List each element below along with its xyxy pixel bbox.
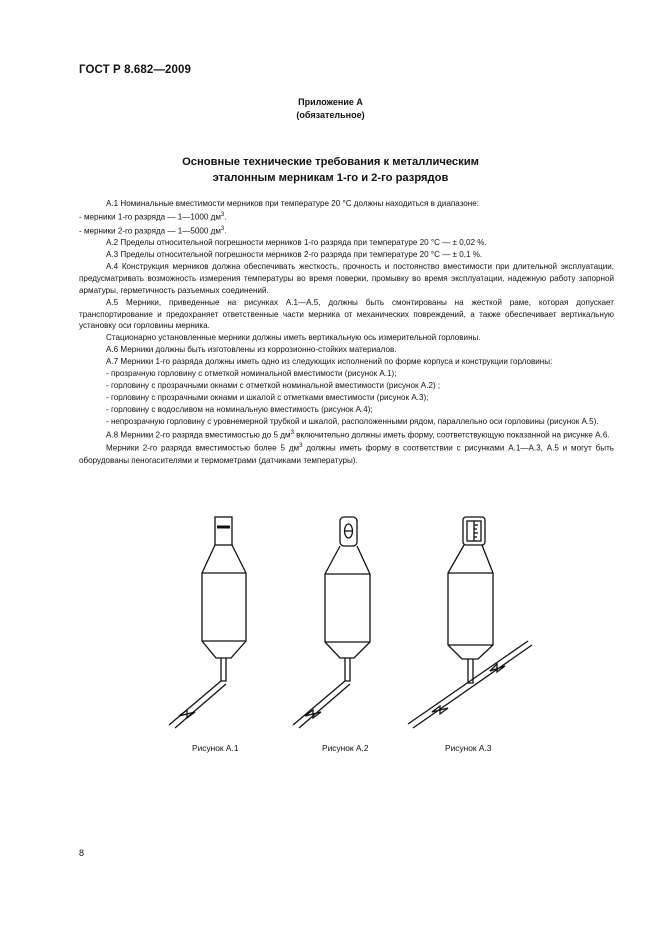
figure-a2-caption: Рисунок А.2 xyxy=(322,743,369,753)
paragraph-a8: А.8 Мерники 2-го разряда вместимостью до 5 $дм^3$ включительно должны иметь форму, соответствующую показанной на рисунке А.6. xyxy=(106,429,610,440)
page-number: 8 xyxy=(79,848,85,858)
paragraph-a8b: Мерники 2-го разряда вместимостью более 5 $дм^3$ должны иметь форму в соответствии с рисунками А.1—А.3, А.5 и могут быть оборудованы пеногасителями и термометрами (датчиками температуры). xyxy=(79,443,614,465)
appendix-status: (обязательное) xyxy=(296,110,365,120)
body-text xyxy=(79,198,614,467)
paragraph-a1: А.1 Номинальные вместимости мерников при температуре 20 °С должны находиться в диапазоне: xyxy=(106,199,480,208)
paragraph-a1-item1: - мерники 1-го разряда — 1—1000 $дм^3$. xyxy=(79,211,227,222)
paragraph-a7-item2: - горловину с прозрачными окнами с отметкой номинальной вместимости (рисунок А.2) ; xyxy=(106,380,441,390)
figure-a3-vessel xyxy=(408,517,532,728)
document-header: ГОСТ Р 8.682—2009 xyxy=(79,64,191,76)
paragraph-a5b: Стационарно установленные мерники должны иметь вертикальную ось измерительной горловины. xyxy=(106,333,481,343)
figure-a1-vessel xyxy=(169,517,246,728)
paragraph-a7: А.7 Мерники 1-го разряда должны иметь одно из следующих исполнений по форме корпуса и конструкции горловины: xyxy=(106,357,553,367)
appendix-title: Приложение А xyxy=(298,97,363,107)
paragraph-a3: А.3 Пределы относительной погрешности мерников 2-го разряда при температуре 20 °С — ± 0,1 %. xyxy=(106,250,483,259)
paragraph-a4: А.4 Конструкция мерников должна обеспечивать жесткость, прочность и постоянство вместимости при длительной эксплуатации, предусматривать возможность измерения температуры во время поверки, промывку во время эксплуатации, надежную работу запорной арматуры, герметичность разъемных соединений. xyxy=(79,261,614,295)
section-title-line2: эталонным мерникам 1-го и 2-го разрядов xyxy=(212,172,449,184)
section-title-line1: Основные технические требования к металлическим xyxy=(182,156,479,168)
paragraph-a7-item1: - прозрачную горловину с отметкой номинальной вместимости (рисунок А.1); xyxy=(106,369,397,379)
figure-a3-caption: Рисунок А.3 xyxy=(445,743,492,753)
figure-a2-vessel xyxy=(293,517,370,728)
paragraph-a7-item4: - горловину с водосливом на номинальную вместимость (рисунок А.4); xyxy=(106,404,373,414)
paragraph-a7-item5: - непрозрачную горловину с уровнемерной трубкой и шкалой, расположенными рядом, параллельно оси горловины (рисунок А.5). xyxy=(106,416,599,426)
paragraph-a1-item2: - мерники 2-го разряда — 1—5000 $дм^3$. xyxy=(79,225,227,236)
paragraph-a2: А.2 Пределы относительной погрешности мерников 1-го разряда при температуре 20 °С — ± 0,02 %. xyxy=(106,238,487,248)
paragraph-a7-item3: - горловину с прозрачными окнами и шкалой с отметками вместимости (рисунок А.3); xyxy=(106,392,429,402)
figure-a1-caption: Рисунок А.1 xyxy=(192,743,239,753)
figures-drawing xyxy=(0,505,661,745)
paragraph-a6: А.6 Мерники должны быть изготовлены из коррозионно-стойких материалов. xyxy=(106,345,397,355)
paragraph-a5: А.5 Мерники, приведенные на рисунках А.1—А.5, должны быть смонтированы на жесткой раме, которая допускает транспортирование и предохраняет ответственные части мерника от механических повреждений, а также обеспечивает вертикальную установку оси горловины мерника. xyxy=(79,297,614,331)
